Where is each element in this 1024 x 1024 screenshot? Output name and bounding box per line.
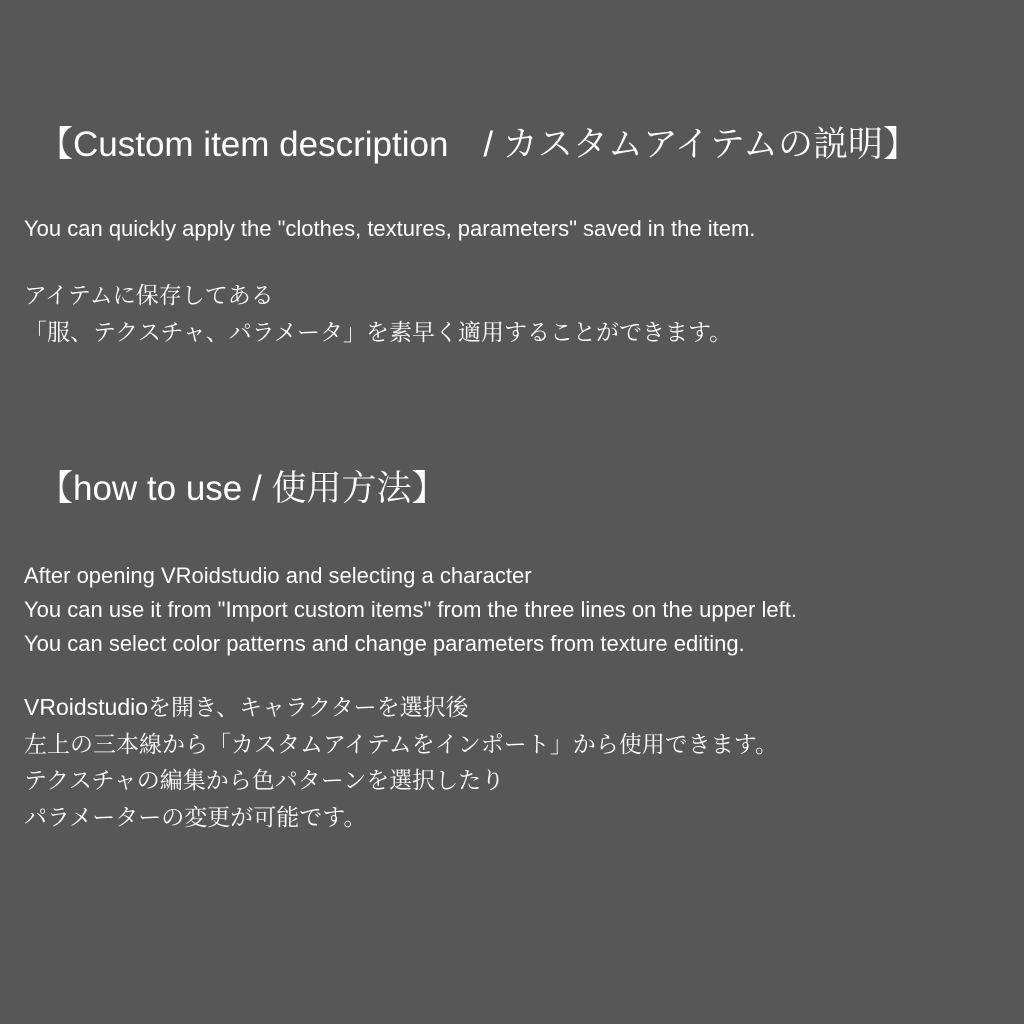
paragraph-line: After opening VRoidstudio and selecting a character: [24, 563, 532, 588]
paragraph-line: You can select color patterns and change parameters from texture editing.: [24, 630, 745, 656]
paragraph-line: VRoidstudioを開き、キャラクターを選択後: [24, 694, 469, 720]
custom-item-description-english-paragraph: [24, 213, 755, 245]
how-to-use-heading: 【how to use / 使用方法】: [38, 469, 447, 508]
paragraph-line: You can use it from "Import custom items" from the three lines on the upper left.: [24, 596, 797, 622]
custom-item-description-heading: 【Custom item description / カスタムアイテムの説明】: [38, 125, 918, 164]
how-to-use-english-paragraph: [24, 560, 797, 660]
how-to-use-japanese-paragraph: [24, 690, 778, 834]
paragraph-line: You can quickly apply the "clothes, textures, parameters" saved in the item.: [24, 216, 756, 241]
paragraph-line: アイテムに保存してある: [24, 282, 274, 308]
paragraph-line: 「服、テクスチャ、パラメータ」を素早く適用することができます。: [24, 318, 733, 345]
paragraph-line: 左上の三本線から「カスタムアイテムをインポート」から使用できます。: [24, 730, 778, 757]
paragraph-line: パラメーターの変更が可能です。: [24, 803, 367, 830]
paragraph-line: テクスチャの編集から色パターンを選択したり: [24, 767, 505, 793]
custom-item-description-japanese-paragraph: [24, 278, 732, 349]
